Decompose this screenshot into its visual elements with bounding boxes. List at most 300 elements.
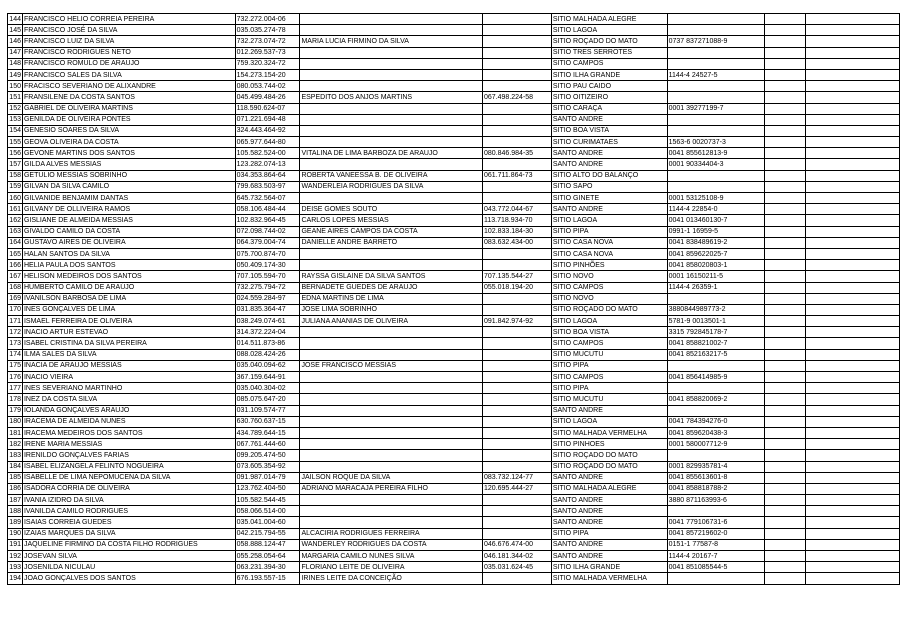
account-number-cell	[667, 92, 765, 103]
holder-cpf-cell: 367.159.644-91	[235, 372, 300, 383]
spouse-name-cell: JAILSON ROQUE DA SILVA	[300, 472, 483, 483]
registry-table-body	[8, 14, 900, 585]
row-number-cell: 185	[8, 472, 23, 483]
extra-cell-cell	[765, 372, 806, 383]
extra-cell-2-cell	[805, 316, 899, 327]
spouse-name-cell: VITALINA DE LIMA BARBOZA DE ARAUJO	[300, 148, 483, 159]
spouse-cpf-cell: 061.711.864-73	[483, 170, 552, 181]
holder-cpf-cell: 067.761.444-60	[235, 439, 300, 450]
table-row	[8, 573, 900, 584]
holder-name-cell: ISABEL ELIZANGELA FELINTO NOGUEIRA	[22, 461, 235, 472]
extra-cell-2-cell	[805, 69, 899, 80]
row-number-cell: 147	[8, 47, 23, 58]
extra-cell-2-cell	[805, 383, 899, 394]
row-number-cell: 156	[8, 148, 23, 159]
row-number-cell: 192	[8, 551, 23, 562]
row-number-cell: 155	[8, 137, 23, 148]
spouse-name-cell	[300, 416, 483, 427]
locality-cell: SITIO CURIMATAES	[551, 137, 667, 148]
spouse-cpf-cell: 120.695.444-27	[483, 483, 552, 494]
locality-cell: SITIO ROÇADO DO MATO	[551, 36, 667, 47]
holder-cpf-cell: 012.269.537-73	[235, 47, 300, 58]
holder-name-cell: ISABEL CRISTINA DA SILVA PEREIRA	[22, 338, 235, 349]
account-number-cell	[667, 360, 765, 371]
account-number-cell: 0041 858020803-1	[667, 260, 765, 271]
spouse-cpf-cell	[483, 327, 552, 338]
extra-cell-2-cell	[805, 439, 899, 450]
spouse-name-cell	[300, 137, 483, 148]
extra-cell-2-cell	[805, 159, 899, 170]
spouse-cpf-cell	[483, 114, 552, 125]
spouse-name-cell: BERNADETE GUEDES DE ARAUJO	[300, 282, 483, 293]
table-row	[8, 170, 900, 181]
extra-cell-cell	[765, 170, 806, 181]
row-number-cell: 144	[8, 14, 23, 25]
locality-cell: SANTO ANDRE	[551, 114, 667, 125]
spouse-cpf-cell	[483, 25, 552, 36]
table-row	[8, 528, 900, 539]
spouse-name-cell	[300, 114, 483, 125]
holder-cpf-cell: 035.035.274-78	[235, 25, 300, 36]
extra-cell-cell	[765, 271, 806, 282]
spouse-name-cell	[300, 25, 483, 36]
extra-cell-cell	[765, 450, 806, 461]
row-number-cell: 174	[8, 349, 23, 360]
holder-name-cell: GEVONE MARTINS DOS SANTOS	[22, 148, 235, 159]
locality-cell: SITIO BOA VISTA	[551, 125, 667, 136]
locality-cell: SITIO CAMPOS	[551, 282, 667, 293]
extra-cell-2-cell	[805, 36, 899, 47]
row-number-cell: 146	[8, 36, 23, 47]
spouse-cpf-cell	[483, 338, 552, 349]
extra-cell-cell	[765, 36, 806, 47]
row-number-cell: 165	[8, 248, 23, 259]
holder-cpf-cell: 088.028.424-26	[235, 349, 300, 360]
row-number-cell: 161	[8, 204, 23, 215]
holder-cpf-cell: 123.282.074-13	[235, 159, 300, 170]
spouse-cpf-cell	[483, 125, 552, 136]
spouse-cpf-cell	[483, 69, 552, 80]
spouse-name-cell	[300, 439, 483, 450]
table-row	[8, 215, 900, 226]
extra-cell-2-cell	[805, 416, 899, 427]
holder-cpf-cell: 058.066.514-00	[235, 506, 300, 517]
locality-cell: SITIO MALHADA VERMELHA	[551, 573, 667, 584]
extra-cell-2-cell	[805, 215, 899, 226]
account-number-cell	[667, 47, 765, 58]
account-number-cell: 1144-4 20167-7	[667, 551, 765, 562]
extra-cell-cell	[765, 181, 806, 192]
spouse-cpf-cell	[483, 47, 552, 58]
extra-cell-cell	[765, 47, 806, 58]
extra-cell-cell	[765, 394, 806, 405]
holder-cpf-cell: 091.987.014-79	[235, 472, 300, 483]
locality-cell: SANTO ANDRE	[551, 551, 667, 562]
holder-name-cell: GENESIO SOARES DA SILVA	[22, 125, 235, 136]
row-number-cell: 191	[8, 539, 23, 550]
spouse-cpf-cell: 083.632.434-00	[483, 237, 552, 248]
spouse-name-cell	[300, 495, 483, 506]
holder-name-cell: GEOVA OLIVEIRA DA COSTA	[22, 137, 235, 148]
table-row	[8, 349, 900, 360]
account-number-cell: 0001 39277199-7	[667, 103, 765, 114]
extra-cell-2-cell	[805, 148, 899, 159]
locality-cell: SITIO NOVO	[551, 293, 667, 304]
holder-name-cell: IRACEMA DE ALMEIDA NUNES	[22, 416, 235, 427]
spouse-name-cell	[300, 103, 483, 114]
spouse-name-cell	[300, 193, 483, 204]
holder-cpf-cell: 031.835.364-47	[235, 304, 300, 315]
row-number-cell: 166	[8, 260, 23, 271]
holder-name-cell: GILDA ALVES MESSIAS	[22, 159, 235, 170]
account-number-cell: 0001 16150211-5	[667, 271, 765, 282]
holder-name-cell: HUMBERTO CAMILO DE ARAÚJO	[22, 282, 235, 293]
extra-cell-2-cell	[805, 137, 899, 148]
table-row	[8, 562, 900, 573]
account-number-cell: 1144-4 22854-0	[667, 204, 765, 215]
locality-cell: SITIO MALHADA ALEGRE	[551, 483, 667, 494]
account-number-cell: 0001 53125108-9	[667, 193, 765, 204]
holder-cpf-cell: 055.258.054-64	[235, 551, 300, 562]
extra-cell-2-cell	[805, 58, 899, 69]
extra-cell-cell	[765, 215, 806, 226]
holder-cpf-cell: 123.762.404-50	[235, 483, 300, 494]
spouse-name-cell	[300, 517, 483, 528]
holder-name-cell: ISADORA CORRIA DE OLIVEIRA	[22, 483, 235, 494]
locality-cell: SITIO LAGOA	[551, 215, 667, 226]
holder-name-cell: FRANSILENE DA COSTA SANTOS	[22, 92, 235, 103]
row-number-cell: 162	[8, 215, 23, 226]
spouse-name-cell	[300, 58, 483, 69]
account-number-cell: 1144-4 24527-5	[667, 69, 765, 80]
extra-cell-cell	[765, 137, 806, 148]
extra-cell-cell	[765, 405, 806, 416]
locality-cell: SANTO ANDRE	[551, 539, 667, 550]
extra-cell-2-cell	[805, 495, 899, 506]
spouse-name-cell: ROBERTA VANEESSA B. DE OLIVEIRA	[300, 170, 483, 181]
holder-name-cell: GETULIO MESSIAS SOBRINHO	[22, 170, 235, 181]
holder-name-cell: IRACEMA MEDEIROS DOS SANTOS	[22, 427, 235, 438]
account-number-cell: 0041 779106731-6	[667, 517, 765, 528]
holder-cpf-cell: 035.040.304-02	[235, 383, 300, 394]
extra-cell-2-cell	[805, 506, 899, 517]
spouse-name-cell: FLORIANO LEITE DE OLIVEIRA	[300, 562, 483, 573]
account-number-cell	[667, 14, 765, 25]
extra-cell-2-cell	[805, 282, 899, 293]
table-row	[8, 483, 900, 494]
locality-cell: SITIO PIPA	[551, 360, 667, 371]
locality-cell: SITIO LAGOA	[551, 25, 667, 36]
table-row	[8, 92, 900, 103]
locality-cell: SITIO LAGOA	[551, 416, 667, 427]
holder-name-cell: JOSENILDA NICULAU	[22, 562, 235, 573]
table-row	[8, 304, 900, 315]
table-row	[8, 517, 900, 528]
holder-cpf-cell: 105.582.544-45	[235, 495, 300, 506]
extra-cell-cell	[765, 483, 806, 494]
holder-name-cell: JOSEVAN SILVA	[22, 551, 235, 562]
row-number-cell: 194	[8, 573, 23, 584]
holder-cpf-cell: 035.041.004-60	[235, 517, 300, 528]
holder-name-cell: JAQUELINE FIRMINO DA COSTA FILHO RODRIGUES	[22, 539, 235, 550]
holder-cpf-cell: 105.582.524-00	[235, 148, 300, 159]
extra-cell-cell	[765, 92, 806, 103]
holder-name-cell: ISMAEL FERREIRA DE OLIVEIRA	[22, 316, 235, 327]
table-row	[8, 495, 900, 506]
table-row	[8, 506, 900, 517]
extra-cell-cell	[765, 506, 806, 517]
extra-cell-cell	[765, 69, 806, 80]
row-number-cell: 151	[8, 92, 23, 103]
table-row	[8, 47, 900, 58]
spouse-cpf-cell	[483, 528, 552, 539]
row-number-cell: 167	[8, 271, 23, 282]
extra-cell-cell	[765, 495, 806, 506]
account-number-cell: 0041 858821002-7	[667, 338, 765, 349]
spouse-name-cell: ALCACIRIA RODRIGUES FERREIRA	[300, 528, 483, 539]
extra-cell-2-cell	[805, 405, 899, 416]
row-number-cell: 171	[8, 316, 23, 327]
holder-cpf-cell: 075.700.874-70	[235, 248, 300, 259]
extra-cell-2-cell	[805, 47, 899, 58]
account-number-cell	[667, 81, 765, 92]
extra-cell-2-cell	[805, 528, 899, 539]
spouse-cpf-cell	[483, 58, 552, 69]
holder-cpf-cell: 034.353.864-64	[235, 170, 300, 181]
spouse-cpf-cell: 067.498.224-58	[483, 92, 552, 103]
table-row	[8, 14, 900, 25]
spouse-cpf-cell: 113.718.934-70	[483, 215, 552, 226]
account-number-cell: 0041 858818788-2	[667, 483, 765, 494]
spouse-cpf-cell	[483, 137, 552, 148]
row-number-cell: 176	[8, 372, 23, 383]
extra-cell-cell	[765, 159, 806, 170]
spouse-cpf-cell	[483, 517, 552, 528]
extra-cell-cell	[765, 360, 806, 371]
locality-cell: SANTO ANDRE	[551, 204, 667, 215]
spouse-name-cell: ADRIANO MARACAJA PEREIRA FILHO	[300, 483, 483, 494]
extra-cell-cell	[765, 427, 806, 438]
holder-cpf-cell: 035.040.094-62	[235, 360, 300, 371]
account-number-cell	[667, 405, 765, 416]
row-number-cell: 183	[8, 450, 23, 461]
row-number-cell: 193	[8, 562, 23, 573]
locality-cell: SITIO BOA VISTA	[551, 327, 667, 338]
holder-name-cell: GIVALDO CAMILO DA COSTA	[22, 226, 235, 237]
account-number-cell	[667, 181, 765, 192]
holder-cpf-cell: 732.275.794-72	[235, 282, 300, 293]
table-row	[8, 226, 900, 237]
spouse-cpf-cell	[483, 416, 552, 427]
holder-name-cell: IZAIAS MARQUES DA SILVA	[22, 528, 235, 539]
spouse-cpf-cell	[483, 506, 552, 517]
holder-cpf-cell: 645.732.564-07	[235, 193, 300, 204]
table-row	[8, 539, 900, 550]
table-row	[8, 551, 900, 562]
extra-cell-2-cell	[805, 483, 899, 494]
holder-name-cell: GISLIANE DE ALMEIDA MESSIAS	[22, 215, 235, 226]
holder-name-cell: GENILDA DE OLIVEIRA PONTES	[22, 114, 235, 125]
account-number-cell: 0041 013460130-7	[667, 215, 765, 226]
row-number-cell: 154	[8, 125, 23, 136]
locality-cell: SANTO ANDRE	[551, 148, 667, 159]
locality-cell: SANTO ANDRE	[551, 506, 667, 517]
extra-cell-cell	[765, 304, 806, 315]
account-number-cell: 0737 837271088-9	[667, 36, 765, 47]
account-number-cell: 0041 784394276-0	[667, 416, 765, 427]
table-row	[8, 103, 900, 114]
locality-cell: SITIO MALHADA ALEGRE	[551, 14, 667, 25]
holder-cpf-cell: 042.215.794-55	[235, 528, 300, 539]
table-row	[8, 316, 900, 327]
spouse-cpf-cell	[483, 405, 552, 416]
locality-cell: SITIO MALHADA VERMELHA	[551, 427, 667, 438]
extra-cell-cell	[765, 293, 806, 304]
extra-cell-2-cell	[805, 427, 899, 438]
table-row	[8, 125, 900, 136]
locality-cell: SITIO CAMPOS	[551, 58, 667, 69]
table-row	[8, 114, 900, 125]
holder-name-cell: FRANCISCO RODRIGUES NETO	[22, 47, 235, 58]
table-row	[8, 58, 900, 69]
spouse-name-cell: CARLOS LOPES MESSIAS	[300, 215, 483, 226]
table-row	[8, 293, 900, 304]
account-number-cell	[667, 170, 765, 181]
extra-cell-2-cell	[805, 237, 899, 248]
holder-name-cell: FRANCISCO LUIZ DA SILVA	[22, 36, 235, 47]
holder-cpf-cell: 038.249.074-61	[235, 316, 300, 327]
account-number-cell: 0041 838489619-2	[667, 237, 765, 248]
account-number-cell: 0991-1 16959-5	[667, 226, 765, 237]
extra-cell-cell	[765, 439, 806, 450]
row-number-cell: 172	[8, 327, 23, 338]
spouse-name-cell	[300, 427, 483, 438]
row-number-cell: 175	[8, 360, 23, 371]
row-number-cell: 145	[8, 25, 23, 36]
locality-cell: SITIO ROÇADO DO MATO	[551, 304, 667, 315]
account-number-cell	[667, 25, 765, 36]
holder-name-cell: IVANILSON BARBOSA DE LIMA	[22, 293, 235, 304]
locality-cell: SITIO CAMPOS	[551, 338, 667, 349]
extra-cell-2-cell	[805, 114, 899, 125]
locality-cell: SITIO PIPA	[551, 528, 667, 539]
spouse-cpf-cell	[483, 103, 552, 114]
holder-name-cell: GILVAN DA SILVA CAMILO	[22, 181, 235, 192]
extra-cell-2-cell	[805, 551, 899, 562]
table-row	[8, 372, 900, 383]
extra-cell-2-cell	[805, 260, 899, 271]
holder-cpf-cell: 102.832.964-45	[235, 215, 300, 226]
spouse-name-cell	[300, 327, 483, 338]
extra-cell-cell	[765, 193, 806, 204]
extra-cell-cell	[765, 327, 806, 338]
registry-table	[7, 13, 900, 585]
extra-cell-2-cell	[805, 517, 899, 528]
account-number-cell: 0041 856414985-9	[667, 372, 765, 383]
spouse-cpf-cell	[483, 461, 552, 472]
spouse-name-cell	[300, 248, 483, 259]
holder-name-cell: FRANCISCO ROMULO DE ARAUJO	[22, 58, 235, 69]
table-row	[8, 181, 900, 192]
holder-name-cell: INACIO ARTUR ESTEVAO	[22, 327, 235, 338]
account-number-cell: 0041 857219602-0	[667, 528, 765, 539]
spouse-name-cell	[300, 14, 483, 25]
account-number-cell	[667, 114, 765, 125]
row-number-cell: 182	[8, 439, 23, 450]
locality-cell: SITIO SAPO	[551, 181, 667, 192]
spouse-name-cell	[300, 506, 483, 517]
row-number-cell: 158	[8, 170, 23, 181]
holder-name-cell: JOAO GONÇALVES DOS SANTOS	[22, 573, 235, 584]
spouse-cpf-cell: 046.676.474-00	[483, 539, 552, 550]
spouse-cpf-cell	[483, 427, 552, 438]
locality-cell: SANTO ANDRE	[551, 472, 667, 483]
extra-cell-2-cell	[805, 338, 899, 349]
extra-cell-2-cell	[805, 81, 899, 92]
extra-cell-cell	[765, 248, 806, 259]
extra-cell-cell	[765, 517, 806, 528]
holder-cpf-cell: 080.053.744-02	[235, 81, 300, 92]
row-number-cell: 186	[8, 483, 23, 494]
holder-cpf-cell: 085.075.647-20	[235, 394, 300, 405]
extra-cell-cell	[765, 338, 806, 349]
table-row	[8, 204, 900, 215]
holder-cpf-cell: 064.379.004-74	[235, 237, 300, 248]
holder-cpf-cell: 058.106.484-44	[235, 204, 300, 215]
holder-cpf-cell: 073.605.354-92	[235, 461, 300, 472]
extra-cell-2-cell	[805, 539, 899, 550]
row-number-cell: 173	[8, 338, 23, 349]
holder-name-cell: FRANCISCO HELIO CORREIA PEREIRA	[22, 14, 235, 25]
table-row	[8, 394, 900, 405]
holder-name-cell: ILMA SALES DA SILVA	[22, 349, 235, 360]
table-row	[8, 405, 900, 416]
extra-cell-cell	[765, 226, 806, 237]
holder-cpf-cell: 071.221.694-48	[235, 114, 300, 125]
spouse-cpf-cell: 046.181.344-02	[483, 551, 552, 562]
row-number-cell: 159	[8, 181, 23, 192]
holder-cpf-cell: 045.499.484-26	[235, 92, 300, 103]
spouse-cpf-cell	[483, 573, 552, 584]
locality-cell: SANTO ANDRE	[551, 159, 667, 170]
locality-cell: SITIO PAU CAIDO	[551, 81, 667, 92]
spouse-name-cell: WANDERLEIA RODRIGUES DA SILVA	[300, 181, 483, 192]
spouse-name-cell	[300, 461, 483, 472]
account-number-cell: 3880844989773-2	[667, 304, 765, 315]
spouse-cpf-cell	[483, 14, 552, 25]
row-number-cell: 184	[8, 461, 23, 472]
spouse-name-cell: EDNA MARTINS DE LIMA	[300, 293, 483, 304]
table-row	[8, 260, 900, 271]
holder-cpf-cell: 154.273.154-20	[235, 69, 300, 80]
table-row	[8, 69, 900, 80]
holder-name-cell: INES SEVERIANO MARTINHO	[22, 383, 235, 394]
account-number-cell: 0041 855613601-8	[667, 472, 765, 483]
table-row	[8, 193, 900, 204]
spouse-cpf-cell: 083.732.124-77	[483, 472, 552, 483]
table-row	[8, 327, 900, 338]
spouse-cpf-cell	[483, 450, 552, 461]
holder-name-cell: HALAN SANTOS DA SILVA	[22, 248, 235, 259]
account-number-cell: 3880 871163993-6	[667, 495, 765, 506]
table-row	[8, 148, 900, 159]
row-number-cell: 170	[8, 304, 23, 315]
spouse-name-cell: MARIA LUCIA FIRMINO DA SILVA	[300, 36, 483, 47]
locality-cell: SITIO CAMPOS	[551, 372, 667, 383]
spouse-name-cell	[300, 405, 483, 416]
account-number-cell: 0001 580007712-9	[667, 439, 765, 450]
row-number-cell: 169	[8, 293, 23, 304]
